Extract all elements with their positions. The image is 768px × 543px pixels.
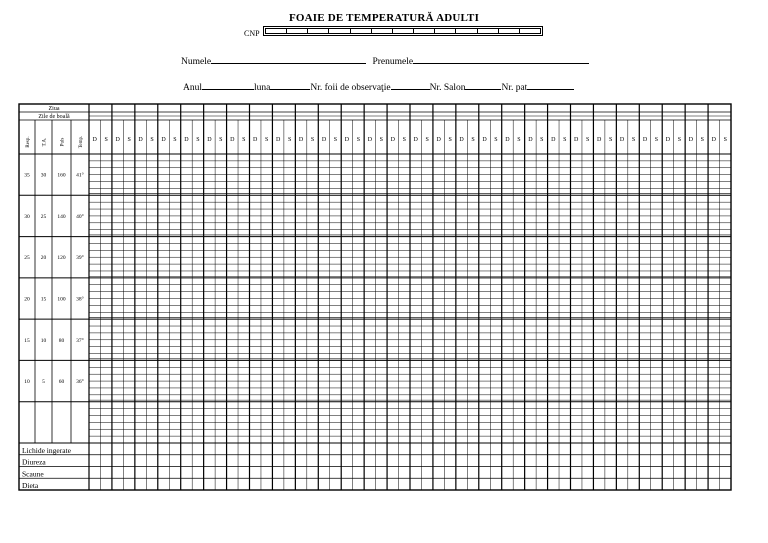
table-frame xyxy=(19,104,731,490)
day-mark-s: S xyxy=(608,137,613,143)
day-mark-d: D xyxy=(115,137,120,143)
pat-label: Nr. pat xyxy=(501,83,528,93)
scale-value: 15 xyxy=(40,296,47,303)
bottom-row-label: Lichide ingerate xyxy=(22,445,71,455)
scale-value: 25 xyxy=(40,213,47,220)
day-mark-s: S xyxy=(173,137,177,143)
day-mark-s: S xyxy=(425,137,429,143)
scale-value: 30 xyxy=(40,172,47,179)
day-mark-d: D xyxy=(275,137,281,143)
scale-value: 38° xyxy=(76,296,84,303)
prenumele-label: Prenumele xyxy=(372,57,414,67)
salon-label: Nr. Salon xyxy=(429,83,466,93)
day-mark-d: D xyxy=(344,137,350,143)
day-mark-s: S xyxy=(356,137,361,143)
cnp-label: CNP xyxy=(244,29,260,38)
day-mark-d: D xyxy=(138,137,143,143)
day-mark-d: D xyxy=(253,137,258,143)
day-mark-d: D xyxy=(688,137,694,143)
scale-value: 40° xyxy=(76,213,84,220)
scale-value: 160 xyxy=(57,172,66,179)
day-mark-s: S xyxy=(265,137,269,143)
scale-value: 140 xyxy=(57,213,66,220)
scale-value: 120 xyxy=(57,255,66,262)
scale-value: 100 xyxy=(57,296,66,303)
ziua-header: Ziua xyxy=(48,106,60,112)
day-mark-d: D xyxy=(596,137,602,143)
scale-value: 41° xyxy=(76,172,84,179)
scale-value: 20 xyxy=(24,296,30,303)
column-label-3: Temp. xyxy=(79,135,84,149)
day-mark-s: S xyxy=(654,137,659,143)
day-mark-s: S xyxy=(700,137,705,143)
day-mark-d: D xyxy=(184,137,189,143)
bottom-row-label: Dieta xyxy=(22,481,39,490)
day-mark-s: S xyxy=(677,137,682,143)
bottom-row-label: Scaune xyxy=(22,469,44,479)
scale-value: 15 xyxy=(24,337,30,344)
scale-value: 20 xyxy=(40,255,47,262)
scale-value: 37° xyxy=(76,337,84,344)
day-mark-d: D xyxy=(482,137,487,143)
day-mark-s: S xyxy=(150,137,154,143)
day-mark-d: D xyxy=(436,137,441,143)
day-mark-d: D xyxy=(619,137,625,143)
anul-label: Anul xyxy=(183,83,202,93)
day-mark-d: D xyxy=(298,137,304,143)
day-mark-s: S xyxy=(494,137,498,143)
scale-value: 36° xyxy=(76,379,84,386)
day-mark-s: S xyxy=(723,137,727,143)
day-mark-s: S xyxy=(586,137,590,143)
bottom-row-label: Diureza xyxy=(22,457,46,467)
day-mark-d: D xyxy=(321,137,327,143)
scale-value: 35 xyxy=(24,172,30,179)
column-label-0: Resp. xyxy=(26,136,31,148)
form-title: FOAIE DE TEMPERATURĂ ADULTI xyxy=(288,12,480,24)
day-mark-s: S xyxy=(127,137,131,143)
day-mark-s: S xyxy=(471,137,475,143)
day-mark-d: D xyxy=(230,137,235,143)
scale-value: 10 xyxy=(40,337,47,344)
day-mark-d: D xyxy=(92,137,97,143)
scale-value: 25 xyxy=(24,255,30,262)
numele-label: Numele xyxy=(181,57,212,67)
day-mark-d: D xyxy=(528,137,533,143)
scale-value: 10 xyxy=(24,379,30,386)
day-mark-s: S xyxy=(448,137,452,143)
day-mark-d: D xyxy=(459,137,464,143)
column-label-2: Puls xyxy=(60,137,66,147)
luna-label: luna xyxy=(254,83,271,93)
day-mark-s: S xyxy=(379,137,384,143)
scale-value: 30 xyxy=(24,213,30,220)
scale-value: 5 xyxy=(42,379,45,386)
scale-value: 80 xyxy=(58,337,65,344)
day-mark-d: D xyxy=(390,137,395,143)
day-mark-s: S xyxy=(517,137,521,143)
day-mark-s: S xyxy=(242,137,246,143)
scale-value: 39° xyxy=(76,255,84,262)
day-mark-d: D xyxy=(367,137,373,143)
day-mark-s: S xyxy=(219,137,223,143)
day-mark-d: D xyxy=(413,137,418,143)
day-mark-s: S xyxy=(402,137,406,143)
day-mark-s: S xyxy=(631,137,636,143)
day-mark-d: D xyxy=(551,137,556,143)
zile-boala-header: Zile de boală xyxy=(38,114,70,120)
day-mark-s: S xyxy=(104,137,108,143)
day-mark-d: D xyxy=(207,137,212,143)
day-mark-d: D xyxy=(505,137,510,143)
column-label-1: T.A. xyxy=(42,137,48,147)
day-mark-d: D xyxy=(665,137,671,143)
day-mark-s: S xyxy=(196,137,200,143)
day-mark-d: D xyxy=(711,137,716,143)
day-mark-s: S xyxy=(333,137,338,143)
scale-value: 60 xyxy=(58,379,65,386)
foii-label: Nr. foii de observaţie xyxy=(310,83,391,93)
day-mark-s: S xyxy=(563,137,567,143)
day-mark-d: D xyxy=(161,137,166,143)
day-mark-s: S xyxy=(310,137,315,143)
day-mark-s: S xyxy=(540,137,544,143)
day-mark-s: S xyxy=(287,137,292,143)
day-mark-d: D xyxy=(642,137,648,143)
day-mark-d: D xyxy=(574,137,579,143)
